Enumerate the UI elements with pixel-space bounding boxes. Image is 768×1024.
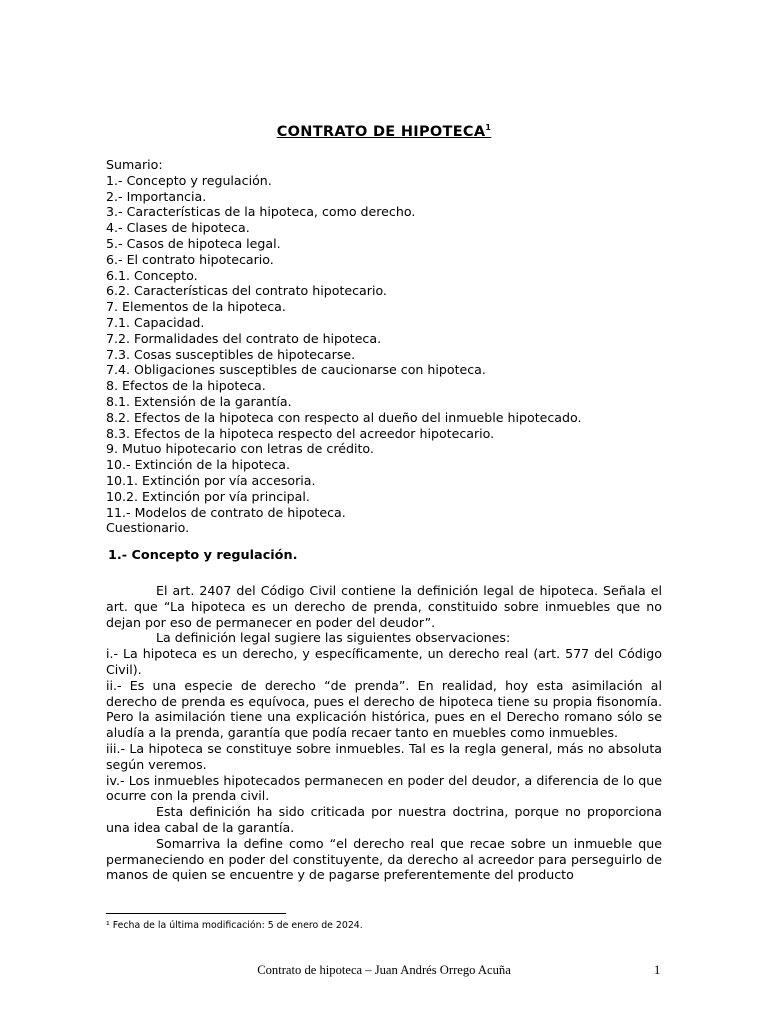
section-heading: 1.- Concepto y regulación.	[108, 548, 298, 563]
summary-item: 11.- Modelos de contrato de hipoteca.	[106, 504, 346, 520]
footnote-divider	[106, 913, 286, 914]
title-footnote-mark[interactable]: 1	[485, 123, 492, 132]
summary-item: 10.1. Extinción por vía accesoria.	[106, 472, 316, 488]
body-text	[106, 583, 662, 883]
summary-item: 6.- El contrato hipotecario.	[106, 251, 274, 267]
summary-item: 7.4. Obligaciones susceptibles de caucionarse con hipoteca.	[106, 362, 486, 378]
paragraph: i.- La hipoteca es un derecho, y específicamente, un derecho real (art. 577 del Código Civil).	[106, 646, 662, 677]
paragraph: iii.- La hipoteca se constituye sobre inmuebles. Tal es la regla general, más no absoluta según veremos.	[106, 740, 662, 772]
page-footer	[0, 963, 768, 978]
paragraph: La definición legal sugiere las siguientes observaciones:	[156, 630, 511, 646]
summary-item: 7.1. Capacidad.	[106, 314, 205, 330]
summary-item: 4.- Clases de hipoteca.	[106, 220, 250, 236]
footer-separator: –	[362, 963, 375, 977]
paragraph: Esta definición ha sido criticada por nuestra doctrina, porque no proporciona una idea cabal de la garantía.	[106, 804, 662, 835]
summary-item: 8.2. Efectos de la hipoteca con respecto al dueño del inmueble hipotecado.	[106, 409, 582, 425]
summary-item: 2.- Importancia.	[106, 188, 207, 204]
paragraph: ii.- Es una especie de derecho “de prenda”. En realidad, hoy esta asimilación al derecho de prenda es equívoca, pues el derecho de hipoteca tiene su propia fisonomía. Pero la asimilación tiene una explicación histórica, pues en el Derecho romano sólo se aludía a la prenda, garantía que podía recaer tanto en muebles como inmuebles.	[106, 677, 662, 741]
paragraph: Somarriva la define como “el derecho real que recae sobre un inmueble que permaneciendo en poder del constituyente, da derecho al acreedor para perseguirlo de manos de quien se encuentre y de pagarse preferentemente del producto	[106, 835, 662, 883]
paragraph: El art. 2407 del Código Civil contiene la definición legal de hipoteca. Señala el art. que “La hipoteca es un derecho de prenda, constituido sobre inmuebles que no dejan por eso de permanecer en poder del deudor”.	[106, 583, 662, 630]
summary-item: 8.3. Efectos de la hipoteca respecto del acreedor hipotecario.	[106, 425, 495, 441]
summary-item: 7. Elementos de la hipoteca.	[106, 299, 286, 315]
footnote: ¹ Fecha de la última modificación: 5 de enero de 2024.	[106, 920, 363, 931]
page-number: 1	[654, 963, 661, 977]
summary-item: 10.- Extinción de la hipoteca.	[106, 457, 290, 473]
summary-item: 10.2. Extinción por vía principal.	[106, 488, 310, 504]
summary-label: Sumario:	[106, 157, 163, 172]
footer-author: Juan Andrés Orrego Acuña	[374, 963, 511, 977]
summary-item: 1.- Concepto y regulación.	[106, 172, 272, 188]
footer-title: Contrato de hipoteca	[257, 963, 363, 977]
summary-item: Cuestionario.	[106, 520, 190, 536]
summary	[106, 157, 686, 536]
summary-item: 6.1. Concepto.	[106, 267, 198, 283]
summary-item: 5.- Casos de hipoteca legal.	[106, 235, 281, 251]
summary-item: 7.2. Formalidades del contrato de hipoteca.	[106, 330, 382, 346]
summary-item: 8.1. Extensión de la garantía.	[106, 393, 292, 409]
title-text: CONTRATO DE HIPOTECA	[276, 124, 486, 140]
summary-item: 6.2. Características del contrato hipotecario.	[106, 283, 387, 299]
summary-item: 3.- Características de la hipoteca, como derecho.	[106, 204, 416, 220]
summary-item: 9. Mutuo hipotecario con letras de crédito.	[106, 441, 374, 457]
summary-item: 8. Efectos de la hipoteca.	[106, 378, 266, 394]
paragraph: iv.- Los inmuebles hipotecados permanecen en poder del deudor, a diferencia de lo que ocurre con la prenda civil.	[106, 772, 662, 804]
summary-item: 7.3. Cosas susceptibles de hipotecarse.	[106, 346, 356, 362]
document-title	[0, 123, 768, 140]
